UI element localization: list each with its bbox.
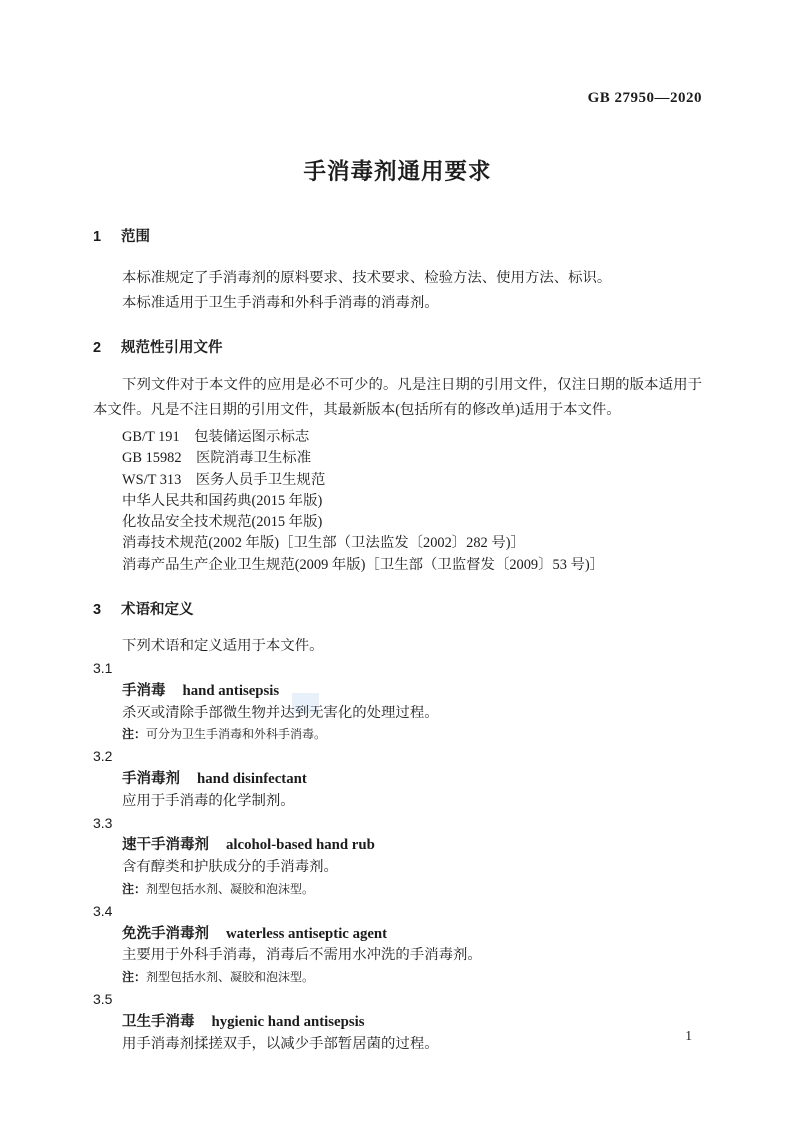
term-definition: 主要用于外科手消毒，消毒后不需用水冲洗的手消毒剂。 — [122, 947, 482, 964]
term-definition: 杀灭或清除手部微生物并达到无害化的处理过程。 — [122, 704, 439, 721]
note-label: 注： — [122, 970, 147, 985]
term-definition: 含有醇类和护肤成分的手消毒剂。 — [122, 859, 338, 876]
term-title — [93, 834, 702, 857]
reference-item: WS/T 313 医务人员手卫生规范 — [122, 471, 326, 488]
term-definition: 应用于手消毒的化学制剂。 — [122, 792, 295, 809]
reference-item: 化妆品安全技术规范(2015 年版) — [122, 514, 323, 531]
page-number: 1 — [685, 1028, 692, 1043]
term-en: hygienic hand antisepsis — [211, 1013, 365, 1030]
term-number: 3.2 — [93, 748, 113, 765]
term-title — [93, 923, 702, 946]
scope-line: 本标准规定了手消毒剂的原料要求、技术要求、检验方法、使用方法、标识。 — [122, 270, 612, 286]
section-3-heading — [93, 599, 702, 621]
term-number: 3.1 — [93, 660, 113, 677]
term-note — [93, 967, 702, 989]
term-en: hand disinfectant — [197, 771, 307, 788]
normative-references-intro: 下列文件对于本文件的应用是必不可少的。凡是注日期的引用文件，仅注日期的版本适用于本文件。凡是不注日期的引用文件，其最新版本(包括所有的修改单)适用于本文件。 — [93, 377, 702, 418]
term-en: hand antisepsis — [182, 682, 280, 699]
term-note — [93, 879, 702, 901]
term-note — [93, 724, 702, 746]
scope-line: 本标准适用于卫生手消毒和外科手消毒的消毒剂。 — [122, 295, 439, 311]
reference-item: 消毒产品生产企业卫生规范(2009 年版)［卫生部（卫监督发〔2009〕53 号)］ — [122, 556, 605, 573]
term-number: 3.4 — [93, 902, 113, 919]
note-text: 剂型包括水剂、凝胶和泡沫型。 — [146, 882, 315, 897]
reference-item: GB/T 191 包装储运图示标志 — [122, 429, 310, 445]
term-zh: 免洗手消毒剂 — [122, 925, 209, 942]
term-en: waterless antiseptic agent — [226, 925, 388, 942]
term-title — [93, 1011, 702, 1034]
scope-paragraph — [93, 266, 702, 316]
section-3-number: 3 — [93, 602, 102, 619]
note-text: 剂型包括水剂、凝胶和泡沫型。 — [146, 970, 315, 985]
term-zh: 速干手消毒剂 — [122, 837, 209, 854]
term-zh: 手消毒剂 — [122, 771, 180, 788]
reference-item: GB 15982 医院消毒卫生标准 — [122, 450, 312, 467]
note-label: 注： — [122, 882, 147, 897]
note-text: 可分为卫生手消毒和外科手消毒。 — [146, 727, 327, 742]
section-2-title: 规范性引用文件 — [121, 340, 223, 356]
term-definition: 用手消毒剂揉搓双手，以减少手部暂居菌的过程。 — [122, 1035, 439, 1052]
document-title: 手消毒剂通用要求 — [303, 159, 492, 184]
term-title — [93, 768, 702, 791]
section-3-title: 术语和定义 — [121, 602, 194, 619]
reference-item: 消毒技术规范(2002 年版)［卫生部（卫法监发〔2002〕282 号)］ — [122, 535, 525, 552]
term-number: 3.5 — [93, 991, 113, 1008]
term-zh: 卫生手消毒 — [122, 1013, 195, 1030]
section-1-title: 范围 — [121, 229, 150, 245]
section-1-number: 1 — [93, 229, 102, 245]
term-title — [93, 680, 702, 703]
terms-intro: 下列术语和定义适用于本文件。 — [122, 638, 324, 655]
reference-item: 中华人民共和国药典(2015 年版) — [122, 492, 323, 509]
reference-list — [93, 427, 702, 576]
section-2-number: 2 — [93, 340, 102, 356]
term-number: 3.3 — [93, 814, 113, 831]
terms-list — [93, 658, 702, 1055]
term-en: alcohol-based hand rub — [226, 837, 375, 854]
term-zh: 手消毒 — [122, 682, 166, 699]
section-2-heading — [93, 337, 702, 359]
standard-code: GB 27950—2020 — [587, 90, 702, 106]
section-1-heading — [93, 226, 702, 248]
note-label: 注： — [122, 727, 147, 742]
